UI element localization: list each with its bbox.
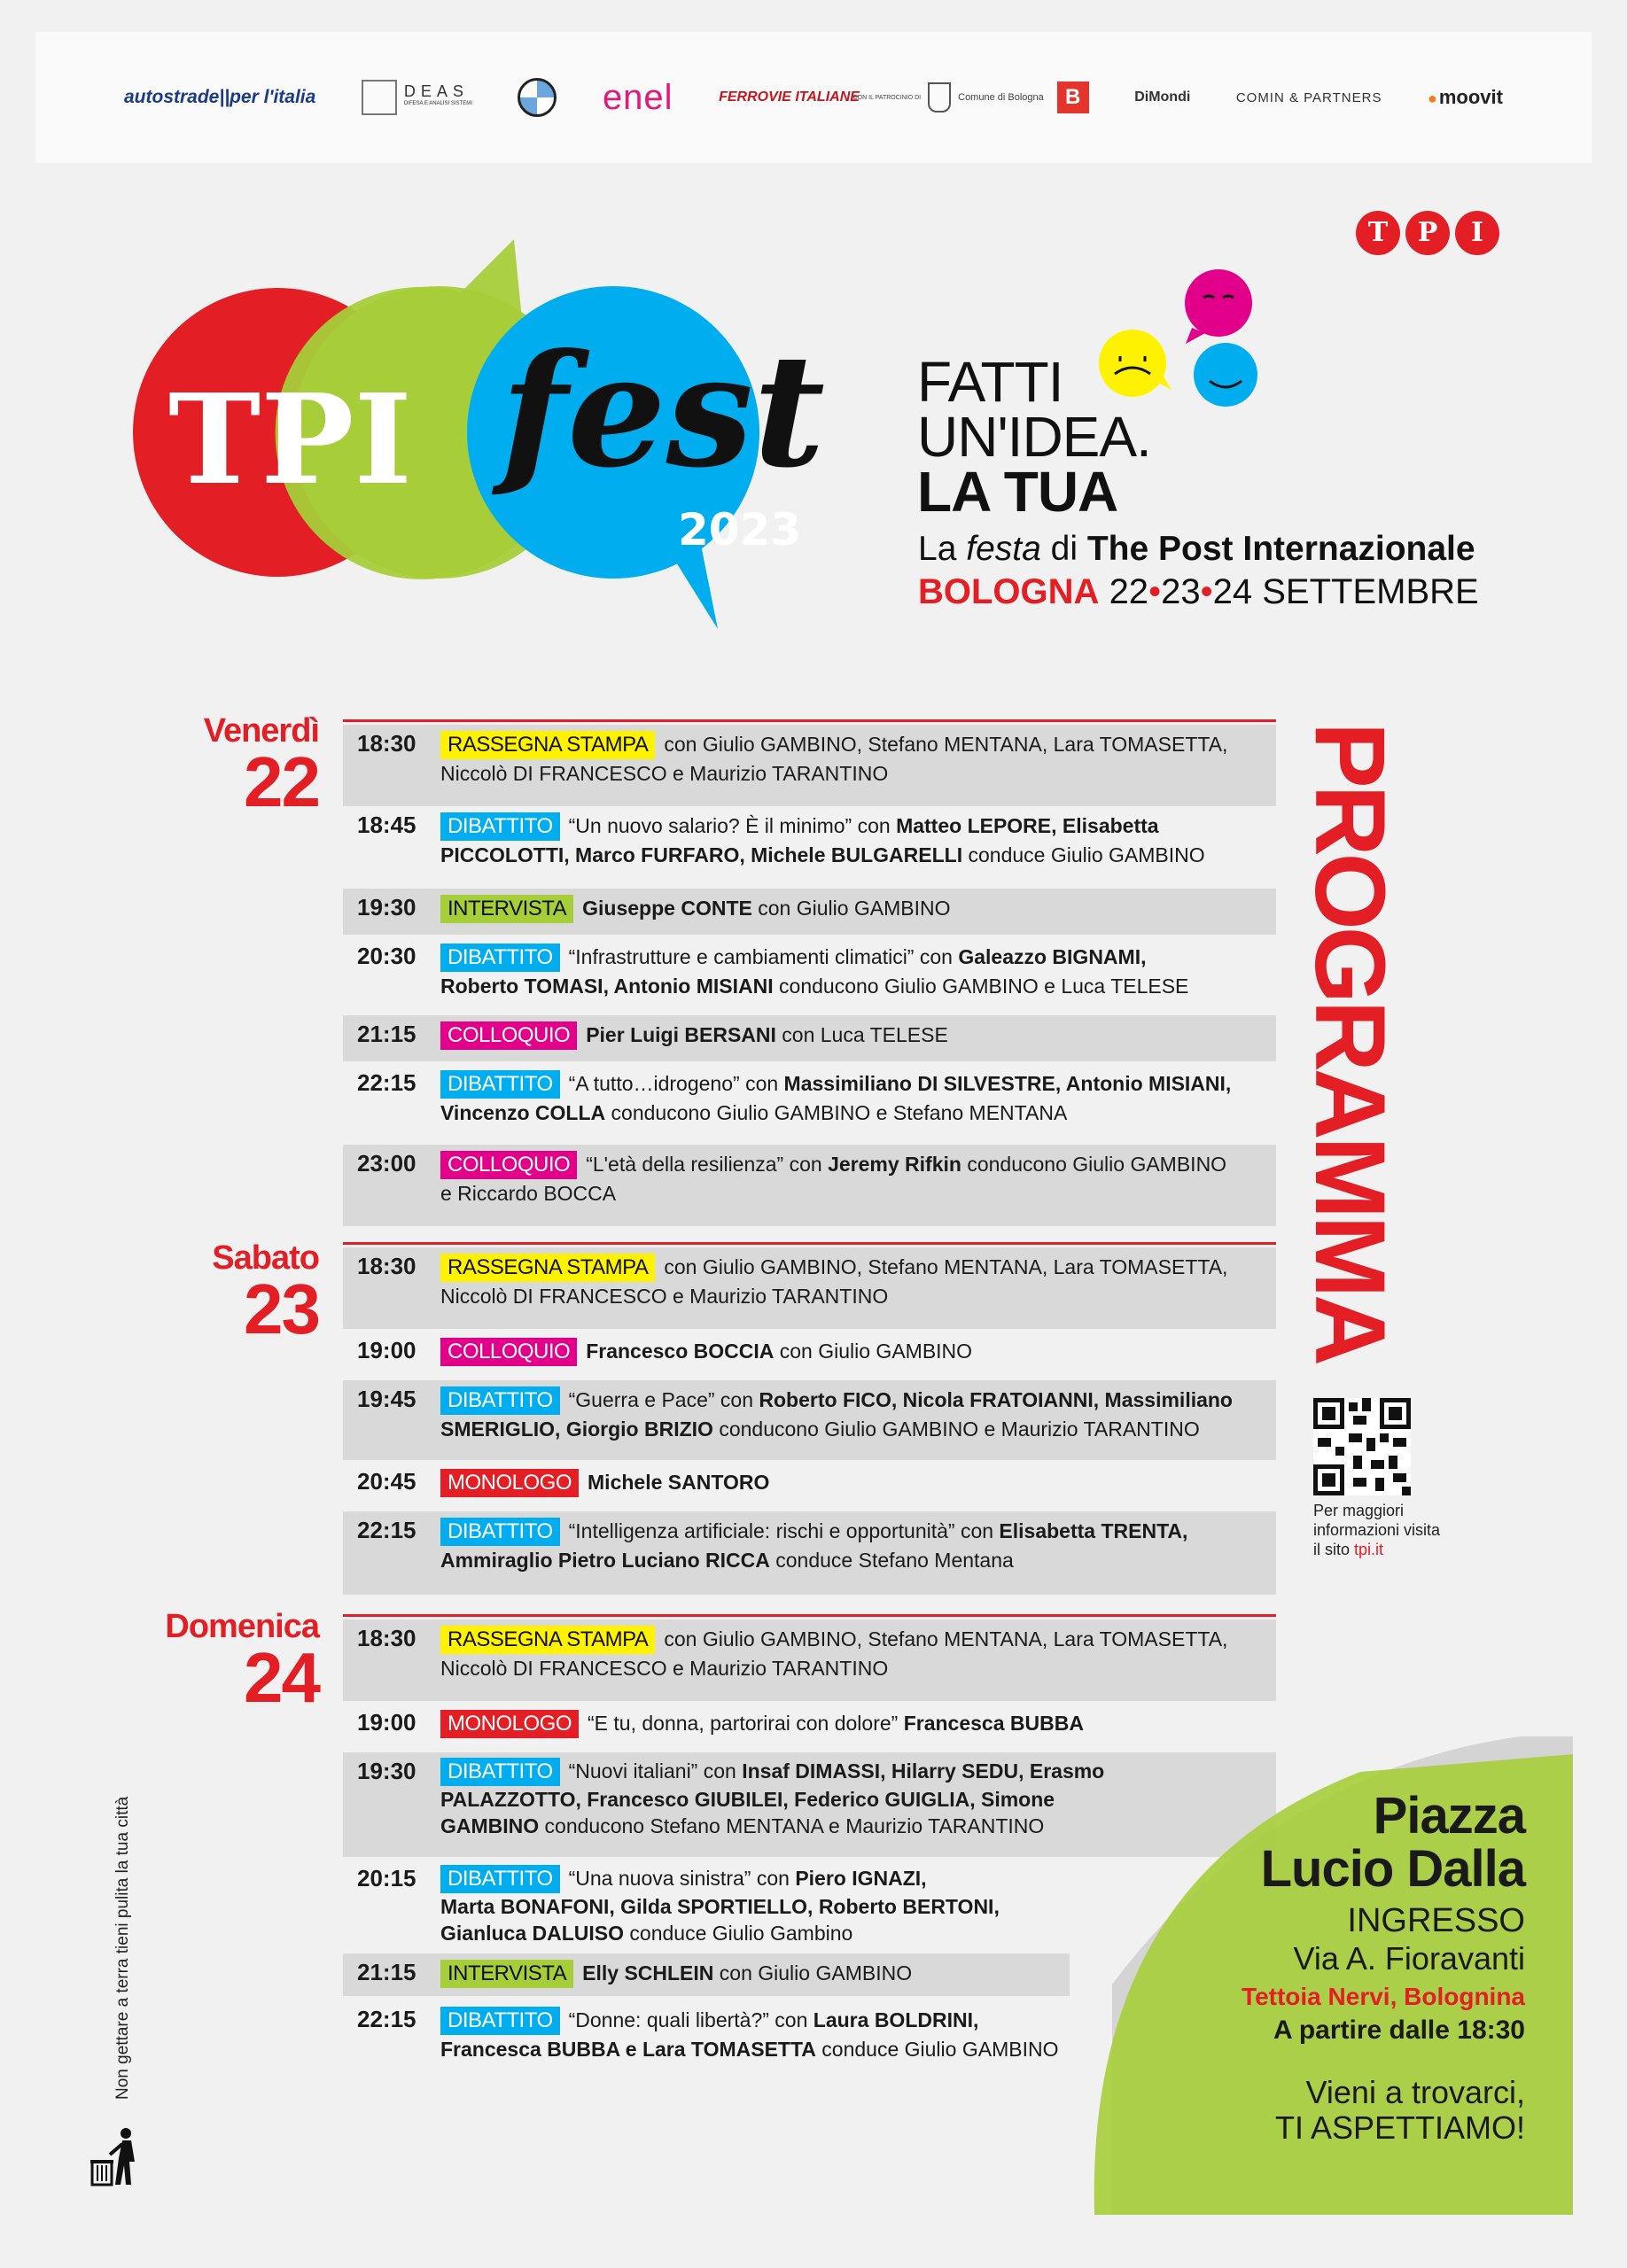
festa-line [918, 530, 1475, 569]
event-time: 22:15 [357, 1069, 416, 1096]
logo-tpi-text: TPI [168, 368, 412, 513]
sponsor-deas [362, 80, 472, 115]
event-guests-cont: PICCOLOTTI, Marco FURFARO, Michele BULGARELLI [440, 843, 963, 866]
event-desc-line-1: con Giulio GAMBINO, Stefano MENTANA, Lara TOMASETTA, [664, 1255, 1228, 1278]
day-number: 24 [244, 1638, 319, 1717]
sponsor-ferrovie: FERROVIE ITALIANE [719, 89, 860, 105]
date-23: 23 [1161, 572, 1201, 611]
event-guests-cont: SMERIGLIO, Giorgio BRIZIO [440, 1418, 713, 1441]
event-row [343, 1953, 1070, 1996]
qr-code-icon [1313, 1398, 1411, 1495]
event-host: conduce Giulio GAMBINO [815, 2038, 1059, 2061]
event-row [343, 1619, 1276, 1701]
event-row [343, 1247, 1276, 1329]
deas-logo-icon [362, 80, 397, 115]
day-name: Sabato [212, 1239, 319, 1277]
sponsor-autostrade: autostrade||per l'italia [124, 87, 316, 107]
event-title: “Guerra e Pace” con [568, 1388, 759, 1411]
day-divider [343, 1242, 1276, 1245]
qr-site-link[interactable]: tpi.it [1354, 1541, 1384, 1558]
tpi-badge [1356, 211, 1499, 255]
event-host: con Giulio GAMBINO [774, 1340, 973, 1363]
event-guests: Piero IGNAZI, [795, 1867, 927, 1890]
event-guests: Francesca BUBBA [903, 1712, 1084, 1735]
tpi-fest-logo [133, 239, 886, 638]
tpi-badge-t: T [1356, 211, 1400, 255]
event-title: “Un nuovo salario? È il minimo” con [568, 814, 897, 837]
venue-info [1242, 1787, 1525, 2146]
qr-info-line-2: informazioni visita [1313, 1521, 1441, 1539]
day-name: Venerdì [203, 712, 319, 750]
event-host: conducono Giulio GAMBINO e Maurizio TARANTINO [712, 1418, 1200, 1441]
event-host: con Giulio GAMBINO [713, 1961, 913, 1984]
event-tag: INTERVISTA [440, 1960, 573, 1988]
event-guests: Elly SCHLEIN [582, 1961, 714, 1984]
event-host: con Giulio GAMBINO [751, 897, 951, 920]
event-guests-cont: PALAZZOTTO, Francesco GIUBILEI, Federico GUIGLIA, Simone [440, 1788, 1055, 1811]
event-title: “L'età della resilienza” con [586, 1153, 829, 1176]
programma-vertical-title [1295, 722, 1416, 1395]
event-guests-cont-2: GAMBINO [440, 1814, 540, 1837]
event-desc-line-2: Niccolò DI FRANCESCO e Maurizio TARANTINO [440, 762, 889, 785]
event-tag: RASSEGNA STAMPA [440, 1254, 655, 1282]
festa-name: The Post Internazionale [1086, 530, 1475, 568]
event-title: “Nuovi italiani” con [568, 1759, 743, 1783]
venue-tettoia: Tettoia Nervi, Bolognina [1242, 1983, 1525, 2010]
event-row [343, 2000, 1070, 2071]
event-row [343, 1463, 1276, 1509]
event-tag: DIBATTITO [440, 1386, 560, 1415]
qr-info-line-3: il sito [1313, 1541, 1355, 1558]
litter-bin-icon [89, 2126, 151, 2188]
event-guests: Jeremy Rifkin [828, 1153, 961, 1176]
day-divider [343, 719, 1276, 722]
venue-start-time: A partire dalle 18:30 [1273, 2016, 1525, 2045]
bologna-b-logo-icon: B [1057, 82, 1089, 113]
event-host-cont: e Riccardo BOCCA [440, 1182, 617, 1205]
event-tag: RASSEGNA STAMPA [440, 731, 655, 759]
event-tag: DIBATTITO [440, 1070, 560, 1099]
litter-note: Non gettare a terra tieni pulita la tua città [113, 1796, 132, 2100]
venue-piazza-line-1: Piazza [1373, 1787, 1525, 1845]
event-host: conduce Giulio Gambino [624, 1922, 853, 1945]
date-24: 24 [1212, 572, 1253, 611]
tagline-line-3: LA TUA [917, 460, 1118, 524]
event-tag: MONOLOGO [440, 1710, 579, 1738]
patrocinio-label: CON IL PATROCINIO DI [852, 94, 922, 101]
event-title: “A tutto…idrogeno” con [568, 1072, 784, 1095]
event-time: 18:30 [357, 1625, 416, 1651]
event-title: “Infrastrutture e cambiamenti climatici” con [568, 945, 959, 968]
event-row [343, 1145, 1276, 1226]
day-label-sunday [115, 1608, 319, 1717]
event-desc-line-2: Niccolò DI FRANCESCO e Maurizio TARANTINO [440, 1285, 889, 1308]
tagline [917, 350, 1151, 524]
event-guests: Massimiliano DI SILVESTRE, Antonio MISIANI, [783, 1072, 1232, 1095]
event-time: 19:00 [357, 1709, 416, 1736]
event-tag: DIBATTITO [440, 944, 560, 972]
qr-info [1313, 1501, 1455, 1559]
event-time: 21:15 [357, 1959, 416, 1985]
event-guests: Michele SANTORO [588, 1471, 770, 1494]
event-tag: COLLOQUIO [440, 1021, 577, 1050]
event-row [343, 1064, 1276, 1142]
event-guests: Pier Luigi BERSANI [586, 1023, 776, 1046]
event-guests: Giuseppe CONTE [582, 897, 752, 920]
event-row [343, 1511, 1276, 1595]
event-tag: DIBATTITO [440, 1518, 560, 1546]
event-tag: DIBATTITO [440, 2007, 560, 2035]
qr-info-line-1: Per maggiori [1313, 1502, 1405, 1519]
sponsor-dimondi: DiMondi [1134, 89, 1191, 105]
event-desc-line-2: Niccolò DI FRANCESCO e Maurizio TARANTINO [440, 1657, 889, 1680]
event-guests-cont-2: Gianluca DALUISO [440, 1922, 625, 1945]
festa-di: di [1050, 530, 1078, 568]
venue-piazza-line-2: Lucio Dalla [1260, 1840, 1525, 1898]
venue-via: Via A. Fioravanti [1293, 1940, 1525, 1977]
event-host: conducono Giulio GAMBINO e Luca TELESE [773, 975, 1189, 998]
day-number: 22 [244, 742, 319, 821]
event-guests-cont: Marta BONAFONI, Gilda SPORTIELLO, Roberto BERTONI, [440, 1895, 1000, 1918]
event-host: conduce Stefano Mentana [769, 1549, 1014, 1572]
day-name: Domenica [165, 1608, 319, 1645]
sponsor-bar [35, 32, 1592, 163]
event-row [343, 1015, 1276, 1061]
event-time: 20:30 [357, 943, 416, 969]
event-host: conduce Giulio GAMBINO [962, 843, 1205, 866]
event-desc-line-1: con Giulio GAMBINO, Stefano MENTANA, Lara TOMASETTA, [664, 1627, 1228, 1651]
logo-fest-text: fest [501, 321, 825, 502]
sponsor-comune [852, 82, 1044, 113]
event-tag: MONOLOGO [440, 1469, 579, 1497]
date-line: BOLOGNA 22•23•24 SETTEMBRE [918, 572, 1479, 611]
sponsor-comin: COMIN & PARTNERS [1235, 89, 1382, 105]
logo-year-text: 2023 [678, 504, 802, 555]
event-row [343, 937, 1276, 1015]
bmw-logo-icon [518, 78, 557, 117]
event-time: 20:15 [357, 1865, 416, 1891]
month: SETTEMBRE [1262, 572, 1479, 611]
bologna-crest-icon [928, 82, 951, 113]
event-host: conducono Stefano MENTANA e Maurizio TARANTINO [539, 1814, 1045, 1837]
festa-pre: La [918, 530, 957, 568]
event-guests: Insaf DIMASSI, Hilarry SEDU, Erasmo [742, 1759, 1105, 1783]
event-tag: DIBATTITO [440, 1865, 560, 1893]
event-title: “E tu, donna, partorirai con dolore” [588, 1712, 904, 1735]
event-time: 21:15 [357, 1021, 416, 1047]
event-row [343, 725, 1276, 806]
event-guests: Roberto FICO, Nicola FRATOIANNI, Massimiliano [759, 1388, 1233, 1411]
event-time: 20:45 [357, 1468, 416, 1495]
event-tag: DIBATTITO [440, 812, 560, 841]
event-row [343, 1380, 1276, 1460]
day-label-saturday [115, 1239, 319, 1348]
event-row [343, 806, 1276, 886]
sponsor-enel: enel [602, 77, 673, 117]
event-time: 18:30 [357, 730, 416, 757]
event-host: conducono Giulio GAMBINO e Stefano MENTANA [605, 1101, 1068, 1124]
comune-name: Comune di Bologna [958, 92, 1044, 103]
venue-invite-line-1: Vieni a trovarci, [1305, 2074, 1525, 2110]
event-row [343, 1332, 1276, 1378]
event-desc-line-1: con Giulio GAMBINO, Stefano MENTANA, Lara TOMASETTA, [664, 733, 1228, 756]
deas-sub: DIFESA E ANALISI SISTEMI [403, 101, 472, 106]
deas-name: DEAS [403, 82, 469, 100]
venue-invite-line-2: TI ASPETTIAMO! [1274, 2109, 1525, 2146]
event-guests: Elisabetta TRENTA, [999, 1519, 1188, 1542]
tagline-line-1: FATTI [917, 350, 1063, 414]
event-time: 22:15 [357, 1517, 416, 1543]
event-guests: Galeazzo BIGNAMI, [958, 945, 1147, 968]
city-name: BOLOGNA [918, 572, 1100, 611]
event-host: conducono Giulio GAMBINO [961, 1153, 1227, 1176]
date-22: 22 [1109, 572, 1149, 611]
programma-text: PROGRAMMA [1295, 722, 1405, 1363]
event-host: con Luca TELESE [775, 1023, 948, 1046]
venue-ingresso: INGRESSO [1347, 1902, 1525, 1939]
event-time: 23:00 [357, 1150, 416, 1177]
festa-word: festa [966, 530, 1041, 568]
sponsor-moovit: ● moovit [1428, 86, 1503, 109]
tpi-badge-i: I [1455, 211, 1499, 255]
event-guests-cont: Ammiraglio Pietro Luciano RICCA [440, 1549, 770, 1572]
event-guests-cont: Francesca BUBBA e Lara TOMASETTA [440, 2038, 816, 2061]
day-label-friday [115, 712, 319, 821]
event-guests-cont: Roberto TOMASI, Antonio MISIANI [440, 975, 774, 998]
event-time: 19:30 [357, 1758, 416, 1784]
event-guests: Francesco BOCCIA [586, 1340, 775, 1363]
tpi-badge-p: P [1405, 211, 1450, 255]
event-row [343, 889, 1276, 935]
event-tag: DIBATTITO [440, 1758, 560, 1786]
event-tag: INTERVISTA [440, 895, 573, 923]
tagline-line-2: UN'IDEA. [917, 405, 1151, 469]
event-title: “Intelligenza artificiale: rischi e opportunità” con [568, 1519, 1000, 1542]
day-number: 23 [244, 1270, 319, 1348]
event-time: 18:30 [357, 1253, 416, 1279]
day-divider [343, 1614, 1276, 1617]
event-time: 22:15 [357, 2006, 416, 2032]
event-title: “Donne: quali libertà?” con [568, 2008, 814, 2031]
event-tag: RASSEGNA STAMPA [440, 1626, 655, 1654]
event-guests-cont: Vincenzo COLLA [440, 1101, 606, 1124]
event-time: 19:45 [357, 1386, 416, 1412]
event-title: “Una nuova sinistra” con [568, 1867, 796, 1890]
event-guests: Laura BOLDRINI, [813, 2008, 979, 2031]
event-time: 19:30 [357, 894, 416, 920]
event-tag: COLLOQUIO [440, 1338, 577, 1366]
event-tag: COLLOQUIO [440, 1151, 577, 1179]
event-time: 19:00 [357, 1337, 416, 1363]
event-time: 18:45 [357, 812, 416, 838]
event-guests: Matteo LEPORE, Elisabetta [896, 814, 1159, 837]
